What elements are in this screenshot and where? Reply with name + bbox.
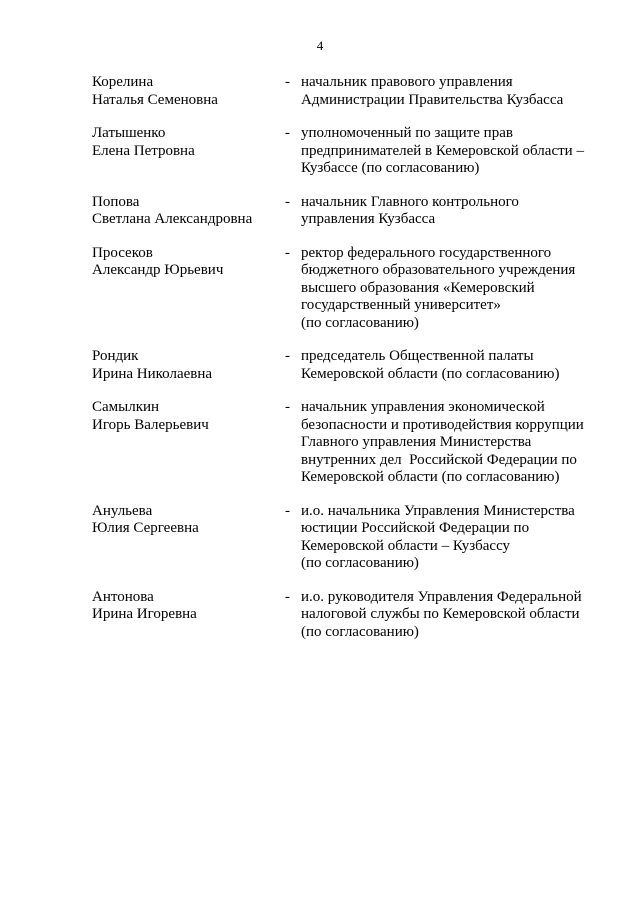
member-name (92, 74, 285, 109)
member-name (92, 503, 285, 573)
role-line: начальник Главного контрольного (301, 193, 519, 210)
page-number: 4 (316, 38, 324, 53)
member-name (92, 125, 285, 178)
role-line: Главного управления Министерства (301, 434, 532, 450)
member-given-name: Ирина Игоревна (92, 606, 197, 622)
dash-separator: - (285, 74, 290, 90)
member-list (92, 74, 592, 641)
list-item (92, 125, 592, 178)
role-line: бюджетного образовательного учреждения (301, 262, 576, 278)
member-role (301, 589, 592, 642)
role-line: внутренних дел Российской Федерации по (301, 451, 577, 468)
member-surname: Попова (92, 193, 140, 210)
list-item (92, 74, 592, 109)
member-surname: Анульева (92, 502, 153, 519)
member-role (301, 74, 592, 109)
member-name (92, 348, 285, 383)
dash-separator: - (285, 348, 290, 364)
member-surname: Просеков (92, 244, 153, 261)
role-line: (по согласованию) (301, 623, 419, 640)
dash-separator: - (285, 125, 290, 141)
role-line: и.о. начальника Управления Министерства (301, 502, 575, 519)
member-given-name: Александр Юрьевич (92, 262, 224, 278)
member-role (301, 125, 592, 178)
member-given-name: Ирина Николаевна (92, 365, 213, 382)
role-line: ректор федерального государственного (301, 244, 552, 261)
member-given-name: Наталья Семеновна (92, 91, 218, 108)
role-line: начальник управления экономической (301, 399, 545, 415)
member-surname: Латышенко (92, 125, 166, 141)
role-line: Кемеровской области (по согласованию) (301, 365, 560, 382)
member-given-name: Юлия Сергеевна (92, 520, 199, 536)
role-line: уполномоченный по защите прав (301, 125, 513, 141)
role-line: Кемеровской области – Кузбассу (301, 537, 511, 554)
role-line: юстиции Российской Федерации по (301, 520, 530, 536)
role-line: налоговой службы по Кемеровской области (301, 606, 580, 622)
member-name (92, 589, 285, 642)
role-line: (по согласованию) (301, 314, 419, 331)
member-role (301, 399, 592, 487)
role-line: (по согласованию) (301, 555, 419, 571)
member-name (92, 245, 285, 333)
list-item (92, 194, 592, 229)
role-line: Администрации Правительства Кузбасса (301, 91, 564, 108)
list-item (92, 348, 592, 383)
member-role (301, 503, 592, 573)
role-line: предпринимателей в Кемеровской области – (301, 142, 584, 159)
role-line: управления Кузбасса (301, 211, 436, 227)
member-name (92, 399, 285, 487)
role-line: высшего образования «Кемеровский (301, 279, 535, 296)
member-surname: Корелина (92, 74, 154, 90)
role-line: председатель Общественной палаты (301, 348, 534, 364)
role-line: начальник правового управления (301, 74, 513, 90)
member-given-name: Светлана Александровна (92, 211, 253, 227)
member-surname: Самылкин (92, 399, 160, 415)
member-surname: Рондик (92, 348, 139, 364)
member-name (92, 194, 285, 229)
member-role (301, 348, 592, 383)
list-item (92, 503, 592, 573)
role-line: безопасности и противодействия коррупции (301, 416, 584, 433)
member-given-name: Игорь Валерьевич (92, 416, 209, 433)
list-item (92, 589, 592, 642)
list-item (92, 245, 592, 333)
member-role (301, 245, 592, 333)
list-item (92, 399, 592, 487)
role-line: Кемеровской области (по согласованию) (301, 469, 560, 485)
dash-separator: - (285, 193, 290, 210)
member-given-name: Елена Петровна (92, 142, 195, 159)
member-surname: Антонова (92, 588, 154, 605)
dash-separator: - (285, 244, 290, 261)
role-line: и.о. руководителя Управления Федеральной (301, 588, 582, 605)
dash-separator: - (285, 502, 290, 519)
member-role (301, 194, 592, 229)
role-line: Кузбассе (по согласованию) (301, 160, 480, 176)
dash-separator: - (285, 588, 290, 605)
role-line: государственный университет» (301, 297, 501, 313)
dash-separator: - (285, 399, 290, 415)
